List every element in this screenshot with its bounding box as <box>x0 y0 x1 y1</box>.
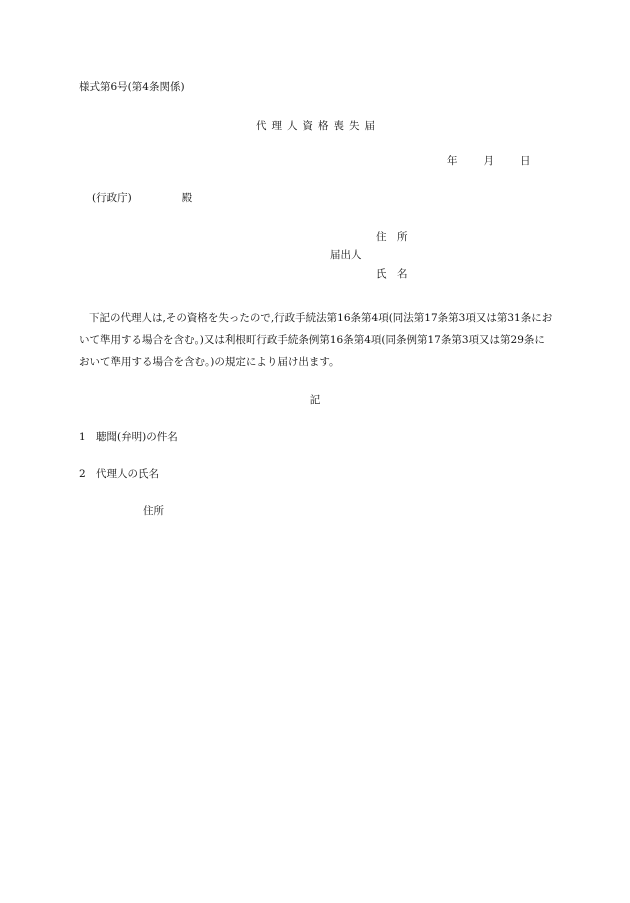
list-item <box>79 432 178 443</box>
ki-heading: 記 <box>309 394 321 406</box>
list-item <box>79 469 159 480</box>
form-number: 様式第6号(第4条関係) <box>79 81 185 93</box>
addressee-honorific: 殿 <box>181 192 193 204</box>
item-label: 聴聞(弁明)の件名 <box>96 431 178 443</box>
item-label: 代理人の氏名 <box>96 468 159 480</box>
item-number: 2 <box>79 468 86 480</box>
date-day: 日 <box>520 155 531 167</box>
date-line <box>447 156 531 167</box>
date-year: 年 <box>447 155 458 167</box>
addressee <box>92 193 192 204</box>
date-month: 月 <box>483 155 494 167</box>
document-title: 代理人資格喪失届 <box>256 120 380 132</box>
filer-name-label: 氏 名 <box>376 268 408 280</box>
filer-label: 届出人 <box>330 249 362 261</box>
addressee-name: (行政庁) <box>92 192 132 204</box>
item-number: 1 <box>79 431 86 443</box>
filer-address-label: 住 所 <box>376 231 408 243</box>
body-paragraph: 下記の代理人は,その資格を失ったので,行政手続法第16条第4項(同法第17条第3項又は第31条において準用する場合を含む。)又は利根町行政手続条例第16条第4項(同条例第17条第3項又は第29条において準用する場合を含む。)の規定により届け出ます。 <box>79 312 553 368</box>
agent-address-label: 住所 <box>143 505 164 517</box>
